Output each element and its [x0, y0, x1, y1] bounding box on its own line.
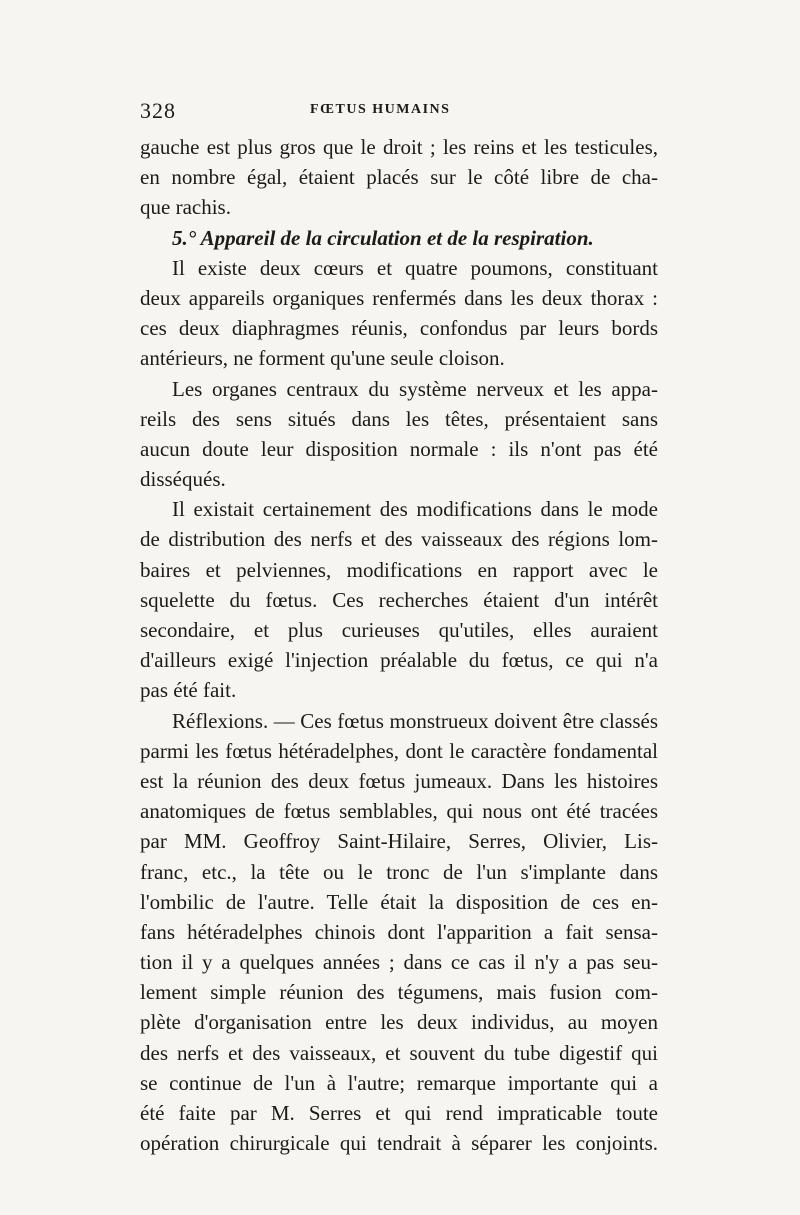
text-line: Il existe deux cœurs et quatre poumons, constituant — [172, 255, 658, 280]
text-line: lement simple réunion des tégumens, mais fusion com- — [140, 980, 658, 1005]
text-line: tion il y a quelques années ; dans ce cas il n'y a pas seu- — [140, 950, 658, 975]
text-line: d'ailleurs exigé l'injection préalable du fœtus, ce qui n'a — [140, 648, 658, 673]
text-line: est la réunion des deux fœtus jumeaux. Dans les histoires — [140, 768, 658, 793]
text-line: Les organes centraux du système nerveux et les appa- — [172, 376, 658, 401]
text-line: 5.° Appareil de la circulation et de la respiration. — [172, 225, 594, 250]
text-line: anatomiques de fœtus semblables, qui nous ont été tracées — [140, 799, 658, 824]
text-line: ces deux diaphragmes réunis, confondus par leurs bords — [140, 316, 658, 341]
text-line: fans hétéradelphes chinois dont l'apparition a fait sensa- — [140, 919, 658, 944]
text-line: aucun doute leur disposition normale : ils n'ont pas été — [140, 436, 658, 461]
text-line: Il existait certainement des modifications dans le mode — [172, 497, 658, 522]
page-number: 328 — [140, 98, 176, 123]
text-line: plète d'organisation entre les deux individus, au moyen — [140, 1010, 658, 1035]
text-line: en nombre égal, étaient placés sur le côté libre de cha- — [140, 165, 658, 190]
running-title: FŒTUS HUMAINS — [310, 102, 451, 117]
text-line: par MM. Geoffroy Saint-Hilaire, Serres, Olivier, Lis- — [140, 829, 658, 854]
text-line: baires et pelviennes, modifications en rapport avec le — [140, 557, 658, 582]
text-line: reils des sens situés dans les têtes, présentaient sans — [140, 406, 658, 431]
text-line: se continue de l'un à l'autre; remarque importante qui a — [140, 1070, 658, 1095]
text-line: opération chirurgicale qui tendrait à séparer les conjoints. — [140, 1131, 658, 1156]
text-line: antérieurs, ne forment qu'une seule cloison. — [140, 346, 505, 371]
body-text — [140, 132, 658, 1158]
text-line: l'ombilic de l'autre. Telle était la disposition de ces en- — [140, 889, 658, 914]
text-line: que rachis. — [140, 195, 231, 220]
text-line: Réflexions. — Ces fœtus monstrueux doivent être classés — [172, 708, 658, 733]
text-line: gauche est plus gros que le droit ; les reins et les testicules, — [140, 135, 658, 159]
text-line: disséqués. — [140, 467, 226, 492]
text-line: squelette du fœtus. Ces recherches étaient d'un intérêt — [140, 587, 658, 612]
text-line: des nerfs et des vaisseaux, et souvent du tube digestif qui — [140, 1040, 658, 1065]
text-line: été faite par M. Serres et qui rend impraticable toute — [140, 1101, 658, 1125]
text-line: franc, etc., la tête ou le tronc de l'un s'implante dans — [140, 859, 658, 884]
text-line: deux appareils organiques renfermés dans les deux thorax : — [140, 285, 658, 310]
text-line: secondaire, et plus curieuses qu'utiles, elles auraient — [140, 618, 658, 642]
text-line: parmi les fœtus hétéradelphes, dont le caractère fondamental — [140, 738, 658, 763]
text-line: pas été fait. — [140, 678, 237, 703]
text-line: de distribution des nerfs et des vaisseaux des régions lom- — [140, 527, 658, 552]
page-header — [140, 98, 660, 124]
